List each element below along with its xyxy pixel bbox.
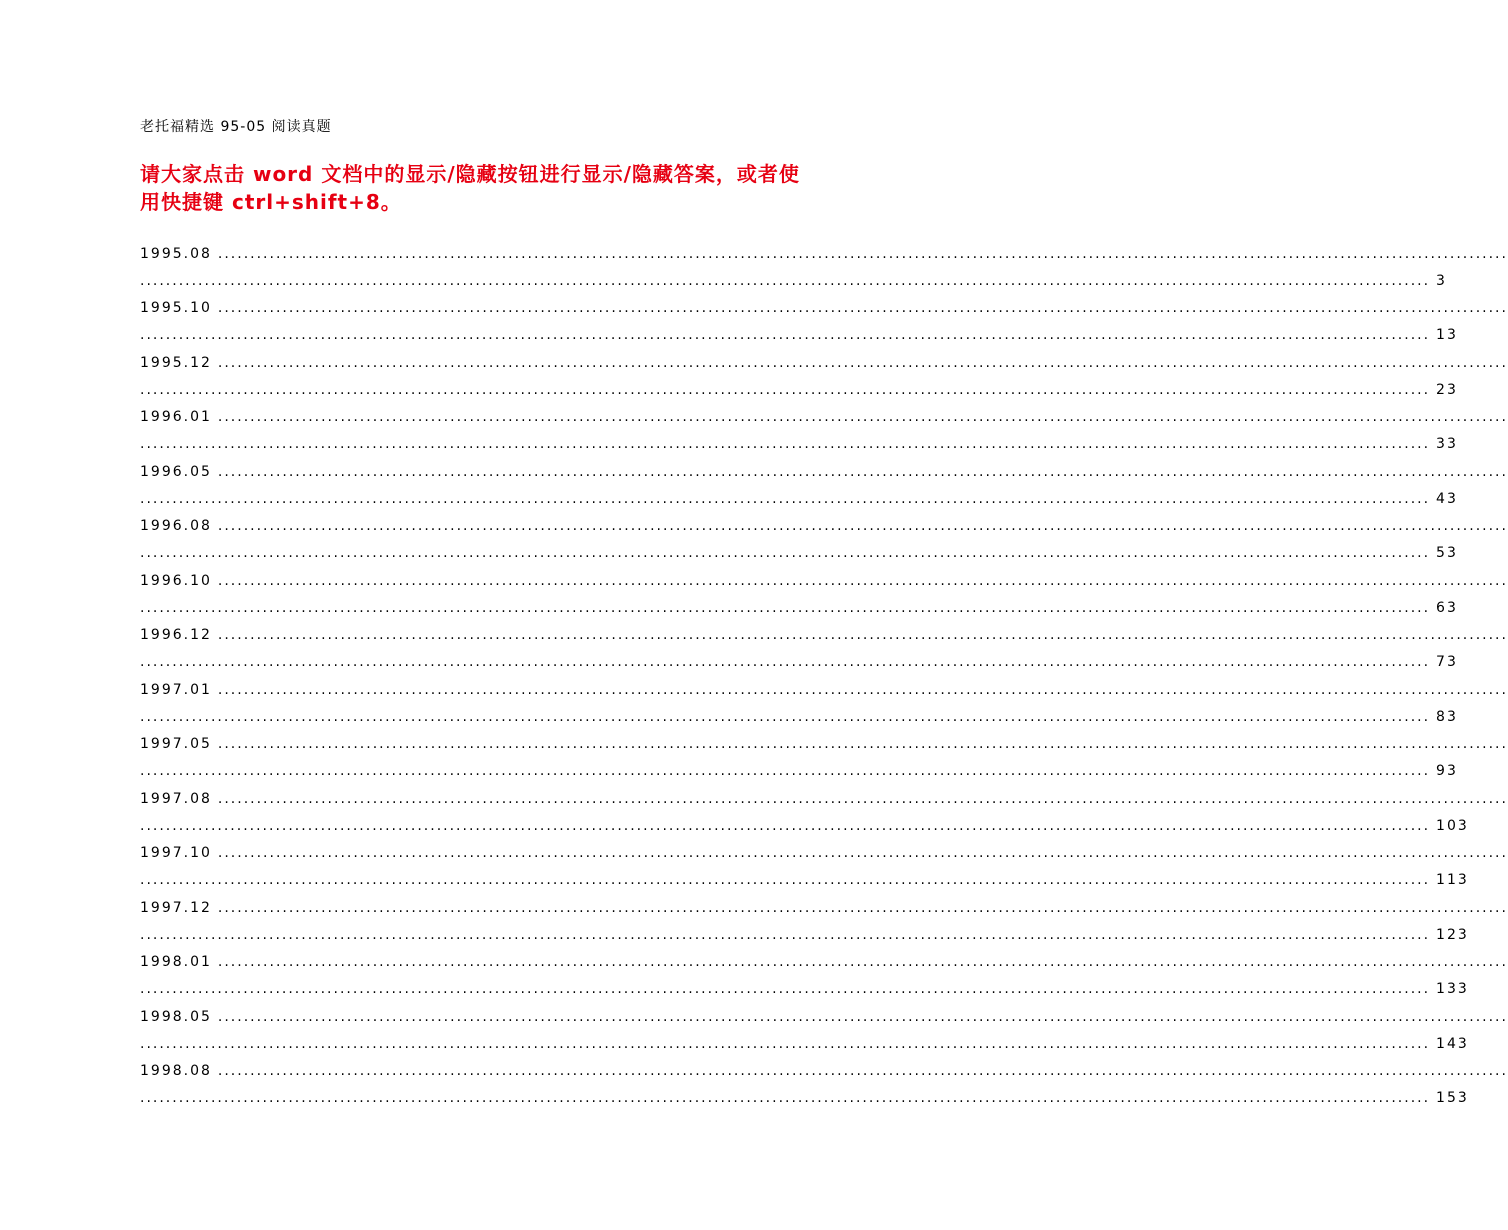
toc-entry-label: 1996.01 bbox=[140, 409, 212, 425]
toc-entry-page-number: 23 bbox=[1436, 381, 1458, 398]
toc-entry-label: 1998.08 bbox=[140, 1063, 212, 1079]
toc-entry[interactable] bbox=[140, 731, 1508, 786]
dot-leader: ........................................................................................................................................................................................................ bbox=[217, 681, 1508, 698]
toc-entry-page-number: 153 bbox=[1436, 1090, 1469, 1106]
dot-leader: ........................................................................................................................................................................................................ bbox=[140, 272, 1431, 289]
toc-entry[interactable] bbox=[140, 240, 1508, 295]
toc-entry-page-number: 43 bbox=[1436, 490, 1458, 507]
dot-leader: ........................................................................................................................................................................................................ bbox=[217, 954, 1508, 970]
toc-entry-label: 1995.08 bbox=[140, 245, 212, 262]
toc-entry-page-number: 73 bbox=[1436, 654, 1458, 670]
document-title: 老托福精选 95-05 阅读真题 bbox=[140, 119, 332, 135]
dot-leader: ........................................................................................................................................................................................................ bbox=[217, 845, 1508, 861]
toc-entry[interactable] bbox=[140, 894, 1508, 949]
toc-entry[interactable] bbox=[140, 622, 1508, 677]
toc-entry[interactable] bbox=[140, 840, 1508, 895]
toc-entry[interactable] bbox=[140, 1058, 1508, 1113]
dot-leader: ........................................................................................................................................................................................................ bbox=[140, 654, 1431, 670]
dot-leader: ........................................................................................................................................................................................................ bbox=[217, 572, 1508, 589]
toc-entry-page-number: 103 bbox=[1436, 817, 1469, 834]
dot-leader: ........................................................................................................................................................................................................ bbox=[217, 518, 1508, 534]
toc-entry[interactable] bbox=[140, 295, 1508, 350]
dot-leader: ........................................................................................................................................................................................................ bbox=[140, 327, 1431, 343]
toc-entry[interactable] bbox=[140, 513, 1508, 568]
dot-leader: ........................................................................................................................................................................................................ bbox=[140, 436, 1431, 452]
toc-entry-label: 1995.12 bbox=[140, 354, 212, 371]
dot-leader: ........................................................................................................................................................................................................ bbox=[140, 545, 1431, 561]
toc-entry-page-number: 63 bbox=[1436, 599, 1458, 616]
dot-leader: ........................................................................................................................................................................................................ bbox=[140, 817, 1431, 834]
dot-leader: ........................................................................................................................................................................................................ bbox=[140, 763, 1431, 779]
dot-leader: ........................................................................................................................................................................................................ bbox=[140, 872, 1431, 888]
toc-entry[interactable] bbox=[140, 676, 1508, 731]
toc-entry-page-number: 83 bbox=[1436, 708, 1458, 725]
dot-leader: ........................................................................................................................................................................................................ bbox=[140, 599, 1431, 616]
toc-entry-label: 1996.05 bbox=[140, 463, 212, 480]
toc-entry[interactable] bbox=[140, 458, 1508, 513]
toc-entry-page-number: 53 bbox=[1436, 545, 1458, 561]
toc-entry[interactable] bbox=[140, 949, 1508, 1004]
toc-entry-label: 1997.01 bbox=[140, 681, 212, 698]
dot-leader: ........................................................................................................................................................................................................ bbox=[140, 1035, 1431, 1052]
toc-entry-page-number: 3 bbox=[1436, 272, 1447, 289]
dot-leader: ........................................................................................................................................................................................................ bbox=[217, 300, 1508, 316]
toc-entry-label: 1997.10 bbox=[140, 845, 212, 861]
toc-entry[interactable] bbox=[140, 404, 1508, 459]
toc-entry-label: 1998.05 bbox=[140, 1008, 212, 1025]
toc-entry-label: 1996.10 bbox=[140, 572, 212, 589]
toc-entry-label: 1997.08 bbox=[140, 790, 212, 807]
dot-leader: ........................................................................................................................................................................................................ bbox=[217, 790, 1508, 807]
toc-entry-label: 1996.12 bbox=[140, 627, 212, 643]
dot-leader: ........................................................................................................................................................................................................ bbox=[217, 736, 1508, 752]
dot-leader: ........................................................................................................................................................................................................ bbox=[217, 354, 1508, 371]
toc-entry-page-number: 133 bbox=[1436, 981, 1469, 997]
toc-entry-page-number: 13 bbox=[1436, 327, 1458, 343]
notice-line-2: 用快捷键 ctrl+shift+8。 bbox=[140, 190, 402, 214]
toc-entry[interactable] bbox=[140, 785, 1508, 840]
toc-entry[interactable] bbox=[140, 1003, 1508, 1058]
dot-leader: ........................................................................................................................................................................................................ bbox=[140, 1090, 1431, 1106]
toc-entry-page-number: 93 bbox=[1436, 763, 1458, 779]
dot-leader: ........................................................................................................................................................................................................ bbox=[217, 1008, 1508, 1025]
dot-leader: ........................................................................................................................................................................................................ bbox=[217, 627, 1508, 643]
dot-leader: ........................................................................................................................................................................................................ bbox=[140, 981, 1431, 997]
dot-leader: ........................................................................................................................................................................................................ bbox=[140, 926, 1431, 943]
toc-entry-label: 1996.08 bbox=[140, 518, 212, 534]
toc-entry-page-number: 33 bbox=[1436, 436, 1458, 452]
toc-entry-label: 1995.10 bbox=[140, 300, 212, 316]
table-of-contents bbox=[140, 240, 1508, 1112]
dot-leader: ........................................................................................................................................................................................................ bbox=[217, 1063, 1508, 1079]
dot-leader: ........................................................................................................................................................................................................ bbox=[140, 708, 1431, 725]
toc-entry[interactable] bbox=[140, 349, 1508, 404]
dot-leader: ........................................................................................................................................................................................................ bbox=[140, 381, 1431, 398]
dot-leader: ........................................................................................................................................................................................................ bbox=[217, 409, 1508, 425]
notice-line-1: 请大家点击 word 文档中的显示/隐藏按钮进行显示/隐藏答案，或者使 bbox=[140, 162, 800, 186]
toc-entry-page-number: 143 bbox=[1436, 1035, 1469, 1052]
toc-entry-label: 1997.05 bbox=[140, 736, 212, 752]
toc-entry-page-number: 123 bbox=[1436, 926, 1469, 943]
toc-entry-page-number: 113 bbox=[1436, 872, 1469, 888]
answer-toggle-notice bbox=[140, 160, 820, 216]
dot-leader: ........................................................................................................................................................................................................ bbox=[217, 463, 1508, 480]
dot-leader: ........................................................................................................................................................................................................ bbox=[217, 899, 1508, 916]
dot-leader: ........................................................................................................................................................................................................ bbox=[217, 245, 1508, 262]
toc-entry[interactable] bbox=[140, 567, 1508, 622]
toc-entry-label: 1998.01 bbox=[140, 954, 212, 970]
dot-leader: ........................................................................................................................................................................................................ bbox=[140, 490, 1431, 507]
toc-entry-label: 1997.12 bbox=[140, 899, 212, 916]
